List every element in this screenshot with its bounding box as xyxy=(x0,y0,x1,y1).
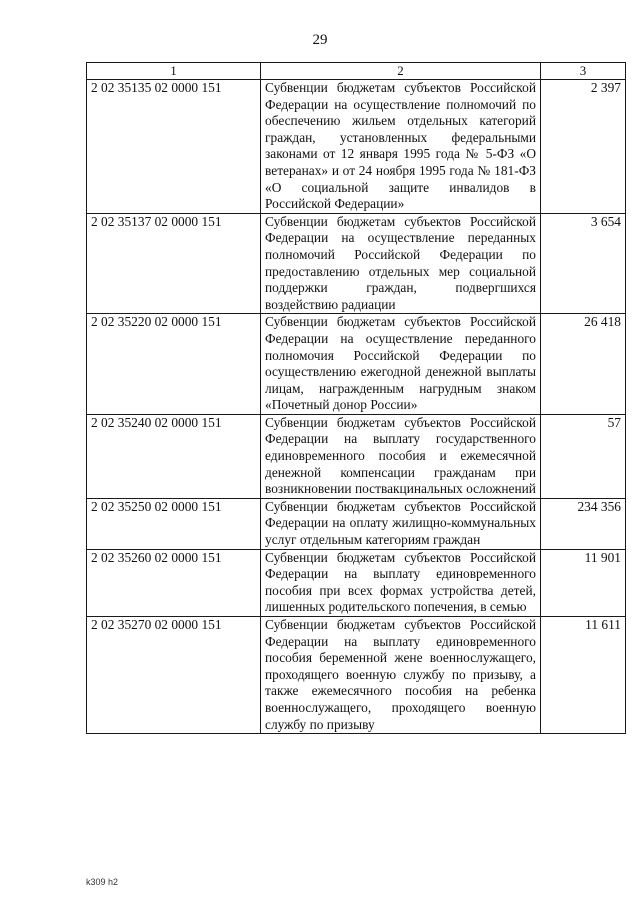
description-cell: Субвенции бюджетам субъектов Российской Федерации на оплату жилищно-коммунальных услуг отдельным категориям граждан xyxy=(261,498,541,549)
amount-cell: 3 654 xyxy=(541,213,626,314)
budget-code-cell: 2 02 35260 02 0000 151 xyxy=(87,549,261,616)
description-cell: Субвенции бюджетам субъектов Российской Федерации на осуществление переданных полномочий Российской Федерации по предоставлению отдельных мер социальной поддержки граждан, подвергшихся воздействию радиации xyxy=(261,213,541,314)
table-row xyxy=(87,617,626,734)
table-row xyxy=(87,498,626,549)
budget-code-cell: 2 02 35135 02 0000 151 xyxy=(87,80,261,214)
table-row xyxy=(87,80,626,214)
amount-cell: 234 356 xyxy=(541,498,626,549)
budget-code-cell: 2 02 35270 02 0000 151 xyxy=(87,617,261,734)
budget-code-cell: 2 02 35137 02 0000 151 xyxy=(87,213,261,314)
column-header-description: 2 xyxy=(261,63,541,80)
table-header-row xyxy=(87,63,626,80)
page-number: 29 xyxy=(312,32,328,48)
table-row xyxy=(87,549,626,616)
description-cell: Субвенции бюджетам субъектов Российской Федерации на осуществление полномочий по обеспечению жильем отдельных категорий граждан, установленных федеральными законами от 12 января 1995 года № 5-ФЗ «О ветеранах» и от 24 ноября 1995 года № 181-ФЗ «О социальной защите инвалидов в Российской Федерации» xyxy=(261,80,541,214)
amount-cell: 57 xyxy=(541,414,626,498)
description-cell: Субвенции бюджетам субъектов Российской Федерации на осуществление переданного полномочия Российской Федерации по осуществлению ежегодной денежной выплаты лицам, награжденным нагрудным знаком «Почетный донор России» xyxy=(261,314,541,415)
table-row xyxy=(87,314,626,415)
budget-code-cell: 2 02 35240 02 0000 151 xyxy=(87,414,261,498)
budget-code-cell: 2 02 35220 02 0000 151 xyxy=(87,314,261,415)
table-row xyxy=(87,414,626,498)
description-cell: Субвенции бюджетам субъектов Российской Федерации на выплату единовременного пособия при всех формах устройства детей, лишенных родительского попечения, в семью xyxy=(261,549,541,616)
amount-cell: 11 611 xyxy=(541,617,626,734)
column-header-code: 1 xyxy=(87,63,261,80)
description-cell: Субвенции бюджетам субъектов Российской Федерации на выплату государственного единовременного пособия и ежемесячной денежной компенсации гражданам при возникновении поствакцинальных осложнений xyxy=(261,414,541,498)
description-cell: Субвенции бюджетам субъектов Российской Федерации на выплату единовременного пособия беременной жене военнослужащего, проходящего военную службу по призыву, а также ежемесячного пособия на ребенка военнослужащего, проходящего военную службу по призыву xyxy=(261,617,541,734)
column-header-amount: 3 xyxy=(541,63,626,80)
amount-cell: 11 901 xyxy=(541,549,626,616)
footer-note: k309 h2 xyxy=(86,877,119,887)
budget-code-cell: 2 02 35250 02 0000 151 xyxy=(87,498,261,549)
amount-cell: 2 397 xyxy=(541,80,626,214)
amount-cell: 26 418 xyxy=(541,314,626,415)
budget-table xyxy=(86,62,626,734)
table-row xyxy=(87,213,626,314)
